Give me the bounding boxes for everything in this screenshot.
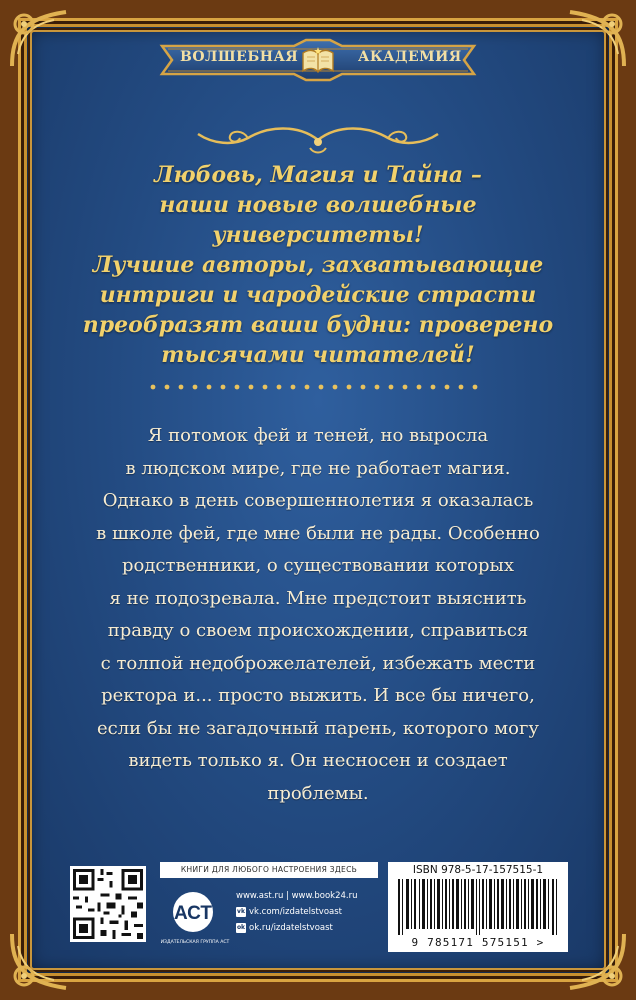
annotation-line: ректора и... просто выжить. И все бы ничего, <box>101 685 535 706</box>
series-banner <box>158 36 478 84</box>
vk-icon: vk <box>237 908 245 915</box>
barcode-icon <box>394 879 562 935</box>
qr-code-icon[interactable] <box>70 866 146 942</box>
annotation-line: в людском мире, где не работает магия. <box>125 457 511 479</box>
flourish-divider-icon <box>188 122 448 158</box>
ok-icon: ok <box>236 924 246 931</box>
corner-ornament-icon <box>4 926 74 996</box>
isbn-number: ISBN 978-5-17-157515-1 <box>412 864 544 876</box>
tagline-line: преобразят ваши будни: проверено <box>82 312 554 338</box>
ok-link[interactable] <box>236 920 384 936</box>
websites-text[interactable]: www.ast.ru | www.book24.ru <box>236 891 358 901</box>
tagline-line: интриги и чародейские страсти <box>99 282 537 308</box>
tagline-line: тысячами читателей! <box>161 342 475 368</box>
annotation-line: Я потомок фей и теней, но выросла <box>147 425 489 446</box>
publisher-info-strip <box>70 858 568 954</box>
slogan-bar: КНИГИ ДЛЯ ЛЮБОГО НАСТРОЕНИЯ ЗДЕСЬ <box>160 862 378 878</box>
tagline-line: Любовь, Магия и Тайна – <box>154 162 482 188</box>
annotation-line: видеть только я. Он несносен и создает <box>128 750 508 771</box>
banner-left-word: ВОЛШЕБНАЯ <box>180 49 299 65</box>
corner-ornament-icon <box>4 4 74 74</box>
open-book-icon <box>301 45 335 75</box>
vk-link[interactable] <box>236 904 384 920</box>
vk-text[interactable]: vk.com/izdatelstvoast <box>249 907 342 917</box>
corner-ornament-icon <box>562 926 632 996</box>
annotation-line: правду о своем происхождении, справиться <box>107 620 529 641</box>
annotation-line: если бы не загадочный парень, которого могу <box>97 717 539 739</box>
annotation-line: я не подозревала. Мне предстоит выяснить <box>109 587 527 609</box>
publisher-links <box>236 888 384 936</box>
banner-right-word: АКАДЕМИЯ <box>358 49 462 65</box>
corner-ornament-icon <box>562 4 632 74</box>
annotation-line: с толпой недоброжелателей, избежать мести <box>100 652 536 674</box>
annotation-line: родственники, о существовании которых <box>121 555 515 576</box>
ok-text[interactable]: ok.ru/izdatelstvoast <box>249 923 333 933</box>
book-annotation <box>62 420 574 810</box>
ast-logo-text: АСТ <box>173 903 213 924</box>
tagline-line: наши новые волшебные университеты! <box>159 192 477 248</box>
isbn-barcode-box <box>388 862 568 952</box>
barcode-digits: 9 785171 575151 > <box>411 936 545 949</box>
publisher-caption: ИЗДАТЕЛЬСКАЯ ГРУППА АСТ <box>160 940 230 945</box>
annotation-line: в школе фей, где мне были не рады. Особенно <box>96 522 540 544</box>
series-tagline <box>60 160 576 370</box>
annotation-line: проблемы. <box>267 782 369 804</box>
dotted-divider <box>148 382 488 392</box>
websites-link[interactable] <box>236 888 384 904</box>
annotation-line: Однако в день совершеннолетия я оказалась <box>102 490 534 511</box>
tagline-line: Лучшие авторы, захватывающие <box>92 252 544 278</box>
